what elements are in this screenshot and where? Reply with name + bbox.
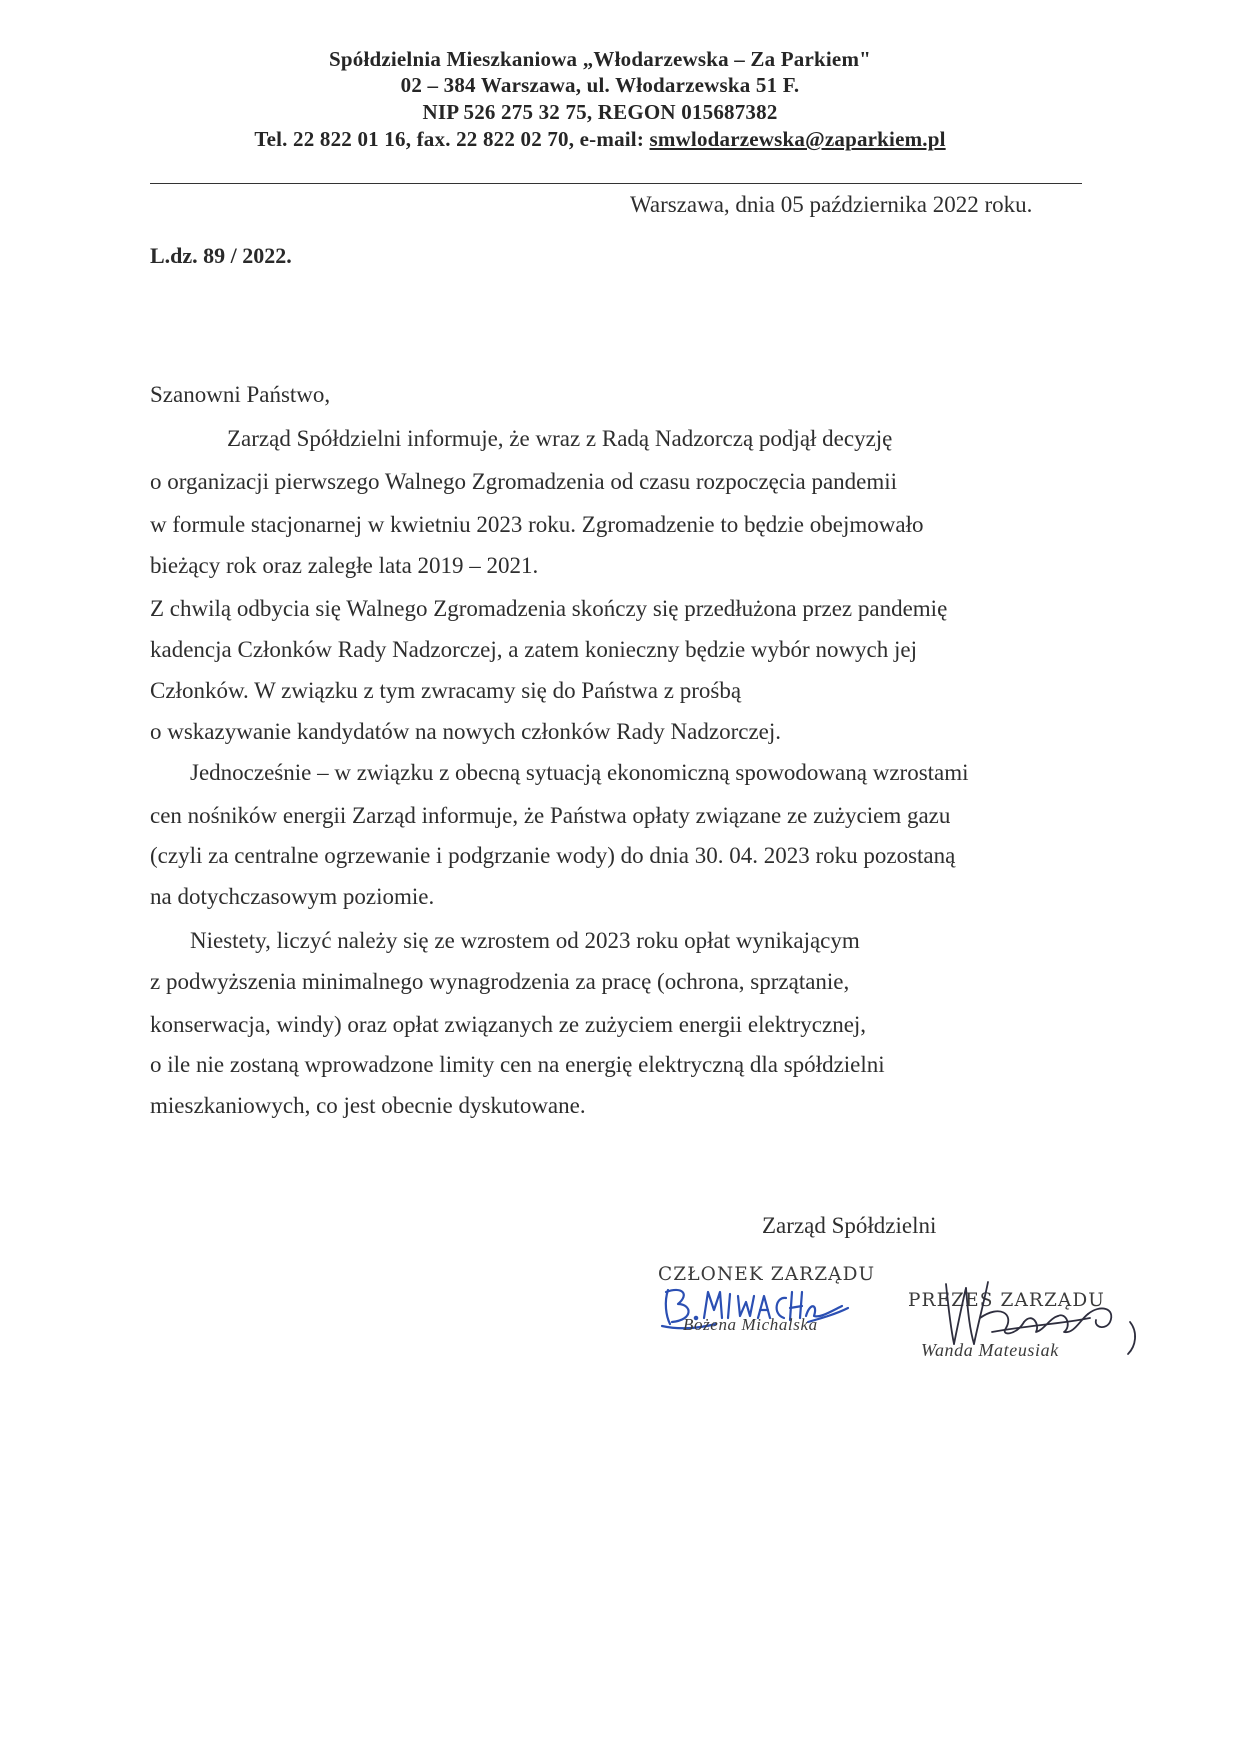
letterhead-address: 02 – 384 Warszawa, ul. Włodarzewska 51 F. [400, 73, 800, 97]
body-line: w formule stacjonarnej w kwietniu 2023 roku. Zgromadzenie to będzie obejmowało [150, 512, 924, 537]
body-line: Jednocześnie – w związku z obecną sytuacją ekonomiczną spowodowaną wzrostami [190, 760, 969, 785]
body-line: Z chwilą odbycia się Walnego Zgromadzenia skończy się przedłużona przez pandemię [150, 596, 948, 621]
body-line: z podwyższenia minimalnego wynagrodzenia za pracę (ochrona, sprzątanie, [150, 969, 850, 994]
body-line: cen nośników energii Zarząd informuje, że Państwa opłaty związane ze zużyciem gazu [150, 803, 951, 828]
stamp-board-member-name: Bożena Michalska [683, 1315, 818, 1334]
body-line: o ile nie zostaną wprowadzone limity cen na energię elektryczną dla spółdzielni [150, 1052, 885, 1077]
body-line: o wskazywanie kandydatów na nowych członków Rady Nadzorczej. [150, 719, 782, 744]
letterhead-phone-fax: Tel. 22 822 01 16, fax. 22 822 02 70, e-mail: [254, 127, 650, 151]
body-line: bieżący rok oraz zaległe lata 2019 – 2021. [150, 553, 539, 578]
body-line: mieszkaniowych, co jest obecnie dyskutowane. [150, 1093, 586, 1118]
salutation: Szanowni Państwo, [150, 382, 331, 407]
closing-board: Zarząd Spółdzielni [762, 1213, 937, 1238]
body-line: na dotychczasowym poziomie. [150, 884, 435, 909]
stamp-president-title: PREZES ZARZĄDU [908, 1290, 1105, 1311]
date-line: Warszawa, dnia 05 października 2022 roku. [630, 192, 1033, 217]
body-line: Członków. W związku z tym zwracamy się do Państwa z prośbą [150, 678, 742, 703]
body-line: o organizacji pierwszego Walnego Zgromadzenia od czasu rozpoczęcia pandemii [150, 469, 898, 494]
body-line: Niestety, liczyć należy się ze wzrostem od 2023 roku opłat wynikającym [190, 928, 860, 953]
letterhead-cooperative-name: Spółdzielnia Mieszkaniowa „Włodarzewska – Za Parkiem" [328, 47, 871, 71]
body-line: Zarząd Spółdzielni informuje, że wraz z Radą Nadzorczą podjął decyzję [227, 426, 893, 451]
letterhead-tax-ids: NIP 526 275 32 75, REGON 015687382 [422, 100, 778, 124]
letterhead-divider [150, 183, 1082, 184]
letterhead-contact [0, 127, 1200, 152]
letterhead-email-link[interactable]: smwlodarzewska@zaparkiem.pl [649, 127, 946, 151]
stamp-president-name: Wanda Mateusiak [921, 1340, 1059, 1360]
signature-president [940, 1274, 1140, 1374]
body-line: kadencja Członków Rady Nadzorczej, a zatem konieczny będzie wybór nowych jej [150, 637, 917, 662]
body-line: konserwacja, windy) oraz opłat związanych ze zużyciem energii elektrycznej, [150, 1012, 867, 1037]
stamp-board-member-title: CZŁONEK ZARZĄDU [658, 1264, 876, 1285]
reference-number: L.dz. 89 / 2022. [150, 243, 292, 268]
body-line: (czyli za centralne ogrzewanie i podgrzanie wody) do dnia 30. 04. 2023 roku pozostaną [150, 843, 956, 868]
